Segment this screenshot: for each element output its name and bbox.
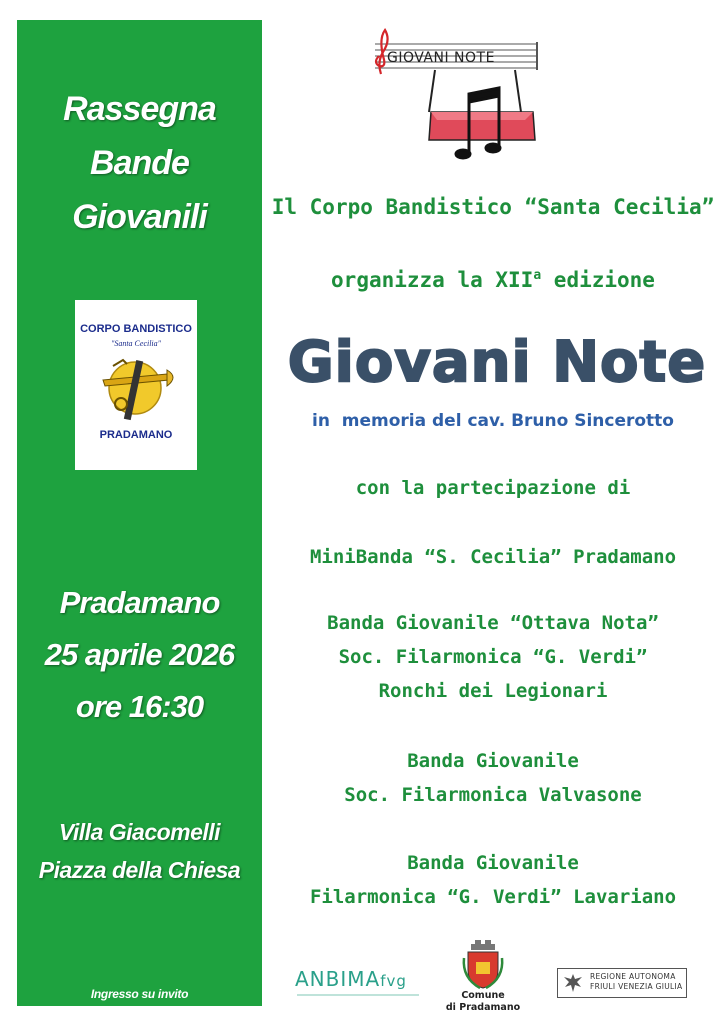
comune-line1: Comune bbox=[461, 990, 505, 1001]
venue-block bbox=[17, 813, 262, 889]
edition-superscript: a bbox=[533, 268, 542, 283]
comune-crest-icon bbox=[460, 938, 506, 990]
title-line: Bande bbox=[90, 144, 189, 182]
logo-text-line3: PRADAMANO bbox=[99, 429, 173, 441]
band-group bbox=[262, 606, 724, 708]
event-town: Pradamano bbox=[59, 585, 220, 620]
regione-line2: FRIULI VENEZIA GIULIA bbox=[590, 982, 683, 991]
anbima-underline bbox=[297, 994, 419, 996]
logo-text-line1: CORPO BANDISTICO bbox=[80, 323, 192, 335]
band-group bbox=[262, 540, 724, 574]
treble-clef-icon bbox=[376, 30, 388, 74]
event-title: Giovani Note bbox=[287, 330, 707, 395]
instruments-icon bbox=[103, 360, 173, 420]
regione-fvg-logo bbox=[557, 968, 687, 998]
edition-line bbox=[262, 268, 724, 292]
rassegna-title bbox=[17, 82, 262, 244]
participation-line: con la partecipazione di bbox=[355, 477, 631, 499]
anbima-text: ANBIMA bbox=[295, 967, 381, 991]
band-group bbox=[262, 744, 724, 812]
logo-title: GIOVANI NOTE bbox=[387, 50, 495, 66]
event-date-block bbox=[17, 577, 262, 733]
band-line: Banda Giovanile “Ottava Nota” bbox=[327, 612, 659, 634]
band-line: Banda Giovanile bbox=[407, 852, 579, 874]
event-time: ore 16:30 bbox=[75, 689, 204, 724]
band-group bbox=[262, 846, 724, 914]
venue-square: Piazza della Chiesa bbox=[38, 857, 241, 883]
sidebar-panel bbox=[17, 20, 262, 1006]
eagle-icon bbox=[561, 971, 585, 995]
regione-line1: REGIONE AUTONOMA bbox=[590, 972, 676, 981]
memory-dedication: in memoria del cav. Bruno Sincerotto bbox=[312, 411, 674, 431]
event-date: 25 aprile 2026 bbox=[44, 637, 235, 672]
venue-name: Villa Giacomelli bbox=[58, 819, 221, 845]
corpo-bandistico-logo bbox=[75, 300, 197, 470]
edition-prefix: organizza la XII bbox=[331, 268, 534, 292]
edition-suffix: edizione bbox=[541, 268, 655, 292]
band-line: Soc. Filarmonica Valvasone bbox=[344, 784, 642, 806]
entry-note: Ingresso su invito bbox=[90, 987, 189, 1001]
band-line: MiniBanda “S. Cecilia” Pradamano bbox=[309, 546, 677, 568]
piano-bench-icon bbox=[429, 70, 535, 140]
comune-line2: di Pradamano bbox=[445, 1002, 521, 1013]
band-line: Ronchi dei Legionari bbox=[378, 680, 608, 702]
band-line: Banda Giovanile bbox=[407, 750, 579, 772]
anbima-fvg-text: fvg bbox=[380, 972, 407, 990]
title-line: Rassegna bbox=[63, 90, 216, 128]
anbima-logo bbox=[295, 967, 407, 991]
comune-label bbox=[430, 990, 536, 1014]
title-line: Giovanili bbox=[72, 198, 207, 236]
giovani-note-logo bbox=[365, 22, 547, 162]
band-line: Soc. Filarmonica “G. Verdi” bbox=[338, 646, 648, 668]
organizer-line: Il Corpo Bandistico “Santa Cecilia” bbox=[271, 195, 715, 219]
band-line: Filarmonica “G. Verdi” Lavariano bbox=[309, 886, 677, 908]
logo-text-line2: "Santa Cecilia" bbox=[110, 339, 162, 348]
regione-text bbox=[590, 972, 686, 992]
